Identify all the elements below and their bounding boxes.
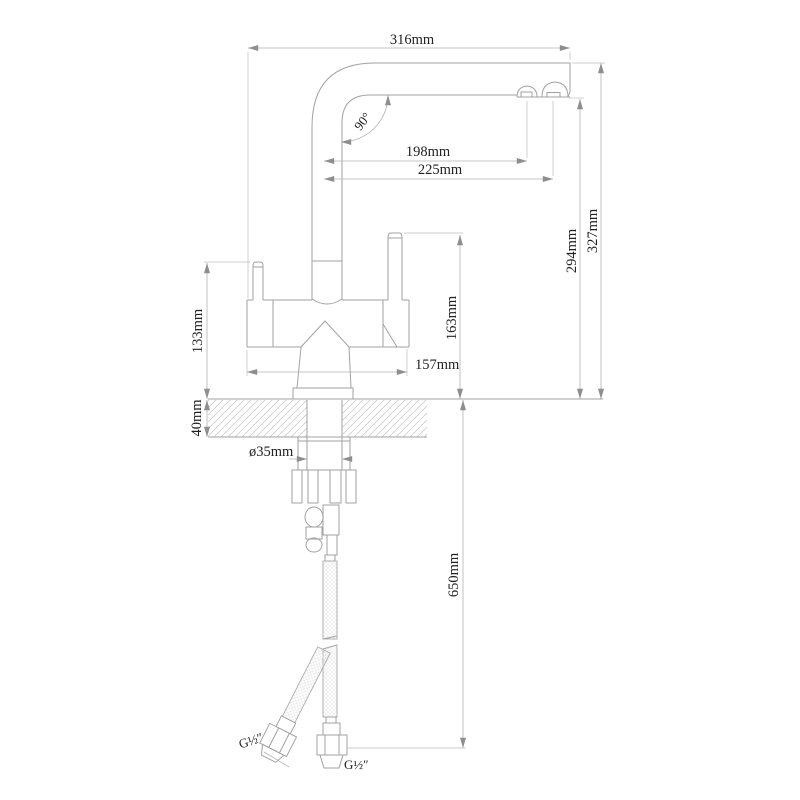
bracket-tab bbox=[346, 470, 356, 503]
riser-saddle-arc bbox=[312, 299, 342, 304]
fitting-neck bbox=[326, 717, 336, 723]
countertop-hatch-right bbox=[342, 400, 427, 437]
dimension-163 bbox=[404, 233, 463, 399]
bracket-tab bbox=[308, 470, 318, 503]
dimension-294 bbox=[564, 98, 584, 399]
aerator-dome-right bbox=[542, 82, 568, 97]
dim-label-40: 40mm bbox=[189, 399, 205, 437]
dim-label-157: 157mm bbox=[415, 357, 460, 373]
bracket-tab bbox=[292, 470, 302, 503]
dim-label-316: 316mm bbox=[389, 32, 435, 48]
dimension-316 bbox=[248, 32, 570, 298]
thread-label-bottom: G½″ bbox=[344, 757, 369, 772]
thread-label-left: G½″ bbox=[236, 729, 265, 752]
right-lever bbox=[388, 233, 402, 300]
hose-connector-neck bbox=[327, 535, 337, 555]
dim-label-90: 90° bbox=[350, 109, 374, 134]
fitting-tail bbox=[320, 755, 343, 768]
body-chevron bbox=[301, 321, 349, 347]
hex-nut bbox=[317, 735, 347, 755]
valve-ball-top bbox=[305, 507, 323, 527]
dimension-40 bbox=[189, 399, 207, 437]
hose-connector-collar bbox=[325, 555, 335, 561]
dim-label-327: 327mm bbox=[585, 208, 601, 254]
mounting-shank bbox=[307, 400, 342, 470]
base-flange bbox=[293, 388, 353, 399]
dim-label-198: 198mm bbox=[405, 144, 451, 160]
valve-band bbox=[306, 527, 322, 539]
countertop-hatch-left bbox=[208, 400, 307, 437]
fitting-collar bbox=[323, 723, 340, 735]
aerator-slot-left bbox=[521, 92, 532, 97]
valve-ball-bottom bbox=[306, 538, 322, 552]
body-neck-right bbox=[349, 347, 351, 388]
under-counter-hardware bbox=[292, 437, 356, 561]
dimension-650 bbox=[347, 400, 466, 748]
body-neck-left bbox=[297, 347, 301, 388]
dimension-90deg bbox=[341, 95, 388, 142]
right-lever-rod bbox=[388, 233, 402, 300]
dimension-133 bbox=[190, 262, 250, 399]
dimension-dia35 bbox=[249, 444, 349, 460]
spout-outer-edge bbox=[312, 63, 570, 300]
extension-line bbox=[248, 52, 570, 298]
dim-label-650: 650mm bbox=[446, 552, 462, 598]
left-lever bbox=[253, 262, 263, 300]
faucet-body bbox=[247, 299, 409, 399]
aerator-slot-right bbox=[547, 93, 560, 98]
dimension-157 bbox=[247, 349, 460, 376]
body-diagonal-detail bbox=[383, 324, 397, 347]
dim-label-dia35: ø35mm bbox=[249, 444, 294, 460]
check-valve bbox=[305, 507, 323, 552]
dim-label-133: 133mm bbox=[190, 308, 206, 354]
dim-label-163: 163mm bbox=[444, 295, 460, 341]
hose-connector-block bbox=[323, 505, 339, 535]
faucet-outline bbox=[247, 63, 570, 399]
dim-label-294: 294mm bbox=[564, 228, 580, 274]
hose-braid-upper bbox=[323, 561, 337, 639]
bracket-tab bbox=[330, 470, 341, 503]
dimension-225 bbox=[324, 101, 553, 179]
thread-labels bbox=[237, 730, 369, 772]
dim-label-225: 225mm bbox=[417, 162, 463, 178]
spout-and-riser-pipe bbox=[312, 63, 570, 300]
left-lever-rod bbox=[253, 262, 263, 300]
dimension-198 bbox=[324, 101, 527, 161]
